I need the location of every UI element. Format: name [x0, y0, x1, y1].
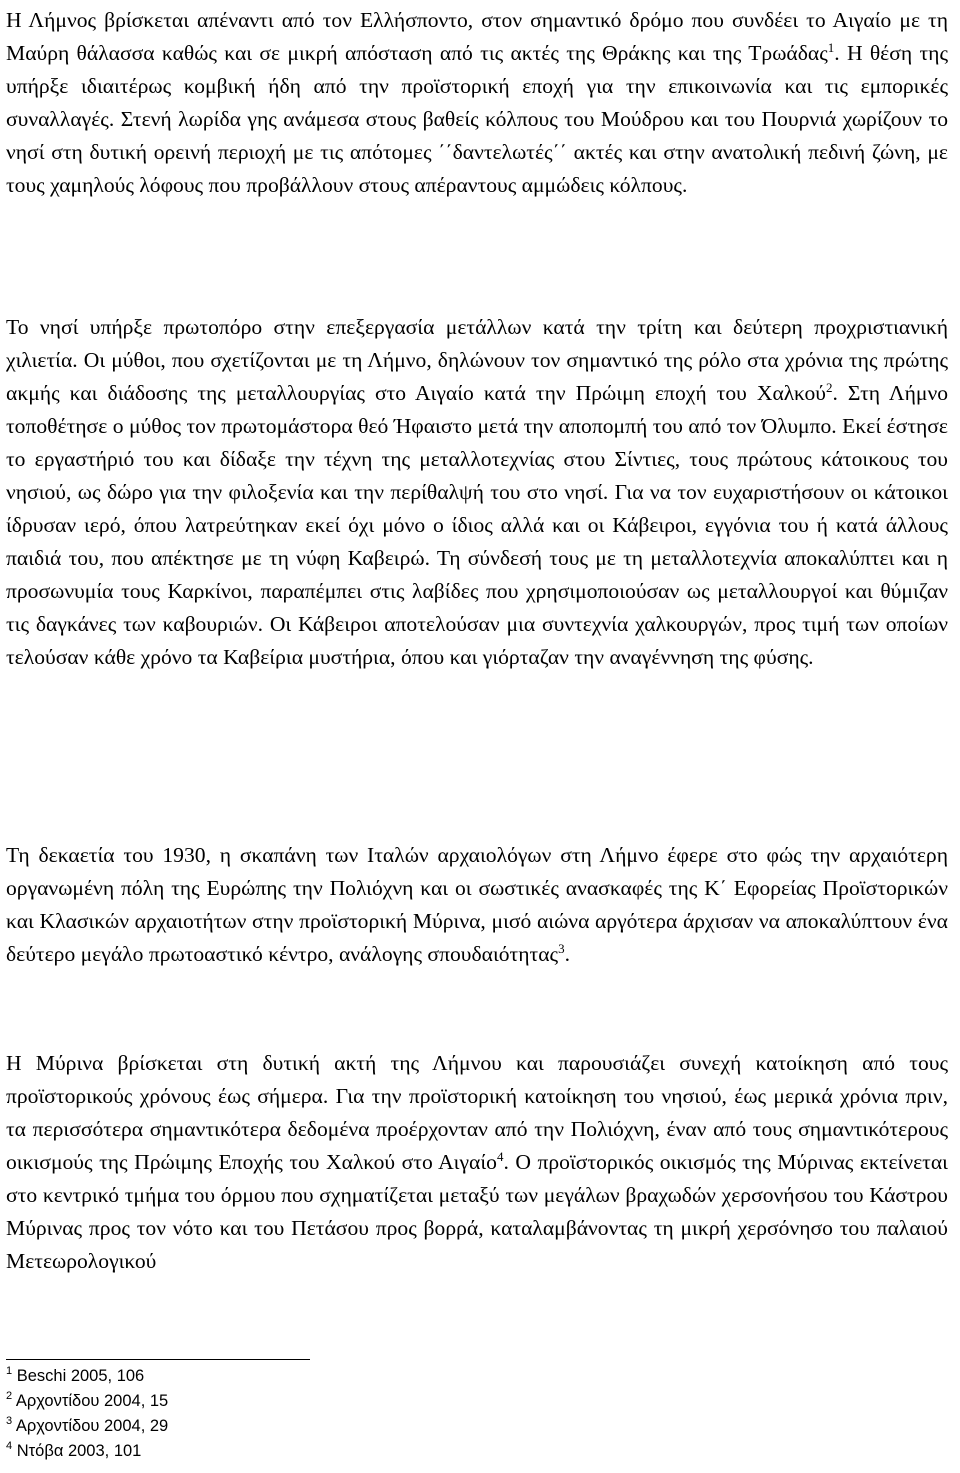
footnote-item — [6, 1364, 606, 1389]
paragraph-metallurgy — [6, 311, 948, 674]
paragraph-text: Τη δεκαετία του 1930, η σκαπάνη των Ιταλών αρχαιολόγων στη Λήμνο έφερε στο φώς την αρχαιότερη οργανωμένη πόλη της Ευρώπης την Πολιόχνη και οι σωστικές ανασκαφές της Κ΄ Εφορείας Προϊστορικών και Κλασικών αρχαιοτήτων στην προϊστορική Μύρινα, μισό αιώνα αργότερα άρχισαν να αποκαλύπτουν ένα δεύτερο μεγάλο πρωτοαστικό κέντρο, ανάλογης σπουδαιότητας — [6, 843, 948, 966]
paragraph-text: . Η θέση της υπήρξε ιδιαιτέρως κομβική ήδη από την προϊστορική εποχή για την επικοινωνία και τις εμπορικές συναλλαγές. Στενή λωρίδα γης ανάμεσα στους βαθείς κόλπους του Μούδρου και του Πουρνιά χωρίζουν το νησί στη δυτική ορεινή περιοχή με τις απότομες ΄΄δαντελωτές΄΄ ακτές και στην ανατολική πεδινή ζώνη, με τους χαμηλούς λόφους που προβάλλουν στους απέραντους αμμώδεις κόλπους. — [6, 41, 948, 197]
footnote-item — [6, 1414, 606, 1439]
paragraph-text: . Ο προϊστορικός οικισμός της Μύρινας εκτείνεται στο κεντρικό τμήμα του όρμου που σχηματίζεται μεταξύ των μεγάλων βραχωδών χερσονήσου του Κάστρου Μύρινας προς τον νότο και του Πετάσου προς βορρά, καταλαμβάνοντας τη μικρή χερσόνησο του παλαιού Μετεωρολογικού — [6, 1150, 948, 1273]
footnote-text: Beschi 2005, 106 — [16, 1367, 145, 1385]
paragraph-text: . — [564, 942, 570, 966]
footnote-number: 2 — [6, 1390, 13, 1402]
footnote-separator — [6, 1359, 310, 1360]
footnote-text: Αρχοντίδου 2004, 15 — [15, 1392, 169, 1410]
footnote-number: 1 — [6, 1365, 13, 1377]
footnote-ref-2: 2 — [825, 380, 833, 395]
footnote-item — [6, 1439, 606, 1464]
paragraph-text: Η Μύρινα βρίσκεται στη δυτική ακτή της Λήμνου και παρουσιάζει συνεχή κατοίκηση από τους προϊστορικούς χρόνους έως σήμερα. Για την προϊστορική κατοίκηση του νησιού, έως μερικά χρόνια πριν, τα περισσότερα σημαντικότερα δεδομένα προέρχονταν από την Πολιόχνη, έναν από τους σημαντικότερους οικισμούς της Πρώιμης Εποχής του Χαλκού στο Αιγαίο — [6, 1051, 948, 1174]
footnote-ref-4: 4 — [496, 1149, 504, 1164]
footnotes — [6, 1364, 606, 1464]
footnote-ref-1: 1 — [827, 40, 835, 55]
footnote-ref-3: 3 — [558, 941, 565, 956]
paragraph-text: Το νησί υπήρξε πρωτοπόρο στην επεξεργασία μετάλλων κατά την τρίτη και δεύτερη προχριστιανική χιλιετία. Οι μύθοι, που σχετίζονται με τη Λήμνο, δηλώνουν τον σημαντικό της ρόλο στα χρόνια της πρώτης ακμής και διάδοσης της μεταλλουργίας στο Αιγαίο κατά την Πρώιμη εποχή του Χαλκού — [6, 315, 948, 405]
paragraph-limnos-location — [6, 4, 948, 202]
paragraph-excavations — [6, 839, 948, 971]
paragraph-text: . Στη Λήμνο τοποθέτησε ο μύθος τον πρωτομάστορα θεό Ήφαιστο μετά την αποπομπή του από τον Όλυμπο. Εκεί έστησε το εργαστήριό του και δίδαξε την τέχνη της μεταλλοτεχνίας στου Σίντιες, τους πρώτους κάτοικους του νησιού, ως δώρο για την φιλοξενία και την περίθαλψή του στο νησί. Για να τον ευχαριστήσουν οι κάτοικοι ίδρυσαν ιερό, όπου λατρεύτηκαν εκεί όχι μόνο ο ίδιος αλλά και οι Κάβειροι, εγγόνια του ή κατά άλλους παιδιά του, που απέκτησε με τη νύφη Καβειρώ. Τη σύνδεσή τους με τη μεταλλοτεχνία αποκαλύπτει και η προσωνυμία τους Καρκίνοι, παραπέμπει στις λαβίδες που χρησιμοποιούσαν ως μεταλλουργοί και θύμιζαν τις δαγκάνες των καβουριών. Οι Κάβειροι αποτελούσαν μια συντεχνία χαλκουργών, προς τιμή των οποίων τελούσαν κάθε χρόνο τα Καβείρια μυστήρια, όπου και γιόρταζαν την αναγέννηση της φύσης. — [6, 381, 948, 669]
footnote-number: 4 — [6, 1440, 13, 1452]
footnote-text: Ντόβα 2003, 101 — [16, 1442, 142, 1460]
footnote-item — [6, 1389, 606, 1414]
paragraph-text: Η Λήμνος βρίσκεται απέναντι από τον Ελλήσποντο, στον σημαντικό δρόμο που συνδέει το Αιγαίο με τη Μαύρη θάλασσα καθώς και σε μικρή απόσταση από τις ακτές της Θράκης και της Τρωάδας — [6, 8, 948, 65]
footnote-number: 3 — [6, 1415, 13, 1427]
footnote-text: Αρχοντίδου 2004, 29 — [15, 1417, 169, 1435]
paragraph-myrina — [6, 1047, 948, 1278]
